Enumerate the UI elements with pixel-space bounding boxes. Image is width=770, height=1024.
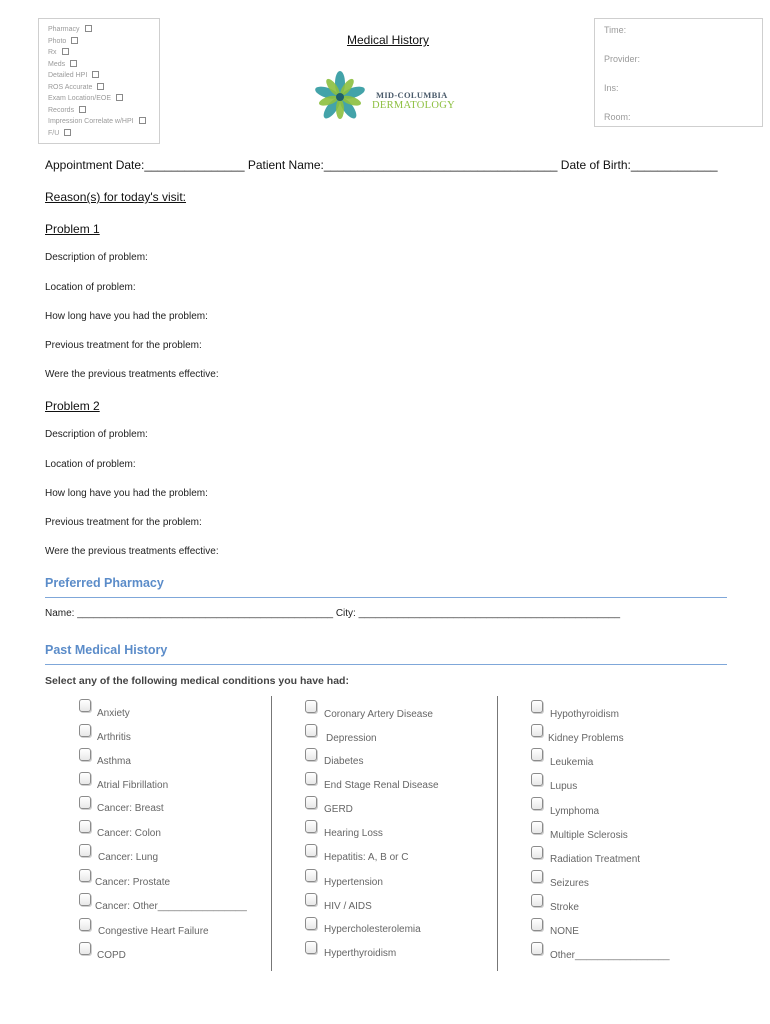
office-checklist-box [38,18,160,144]
logo-line1: MID-COLUMBIA [376,90,448,100]
conditions-instruction: Select any of the following medical conditions you have had: [45,675,349,687]
checkbox-lupus[interactable] [531,773,543,786]
condition-label: Multiple Sclerosis [550,830,628,841]
page-title: Medical History [346,33,430,47]
condition-label: NONE [550,926,579,937]
room-field[interactable]: Room: [604,112,631,122]
condition-label: Coronary Artery Disease [324,709,433,720]
checkbox-none[interactable] [531,918,543,931]
office-item: F/U [48,129,71,137]
condition-label: Seizures [550,878,589,889]
problem-1-title: Problem 1 [45,222,100,236]
condition-label: Hearing Loss [324,828,383,839]
checkbox-radiation-treatment[interactable] [531,846,543,859]
condition-label: Diabetes [324,756,364,767]
condition-label: Atrial Fibrillation [97,780,169,791]
checkbox-icon[interactable] [92,71,99,78]
problem-1-location[interactable]: Location of problem: [45,282,136,293]
checkbox-icon[interactable] [97,83,104,90]
condition-label: Radiation Treatment [550,854,641,865]
condition-label: Hypothyroidism [550,709,619,720]
section-divider [45,597,727,598]
problem-2-duration[interactable]: How long have you had the problem: [45,488,208,499]
checkbox-cancer-breast[interactable] [79,796,91,809]
office-item: Pharmacy [48,25,92,33]
checkbox-icon[interactable] [70,60,77,67]
checkbox-hypertension[interactable] [305,869,317,882]
checkbox-cancer-prostate[interactable] [79,869,91,882]
condition-label: Stroke [550,902,579,913]
condition-label: Anxiety [97,708,130,719]
checkbox-icon[interactable] [62,48,69,55]
condition-label: Cancer: Prostate [95,877,171,888]
checkbox-asthma[interactable] [79,748,91,761]
condition-label: Leukemia [550,757,594,768]
reason-heading: Reason(s) for today's visit: [45,190,187,204]
office-item: ROS Accurate [48,83,104,91]
column-divider [271,696,272,971]
time-field[interactable]: Time: [604,25,627,35]
condition-label[interactable]: Other_________________ [550,950,670,961]
checkbox-chf[interactable] [79,918,91,931]
checkbox-diabetes[interactable] [305,748,317,761]
problem-2-title: Problem 2 [45,399,100,413]
section-divider [45,664,727,665]
checkbox-esrd[interactable] [305,772,317,785]
condition-label: Lymphoma [550,806,600,817]
pharmacy-name-city-line[interactable]: Name: ______________________________________________ City: _______________________________________________ [45,608,621,619]
condition-label: Lupus [550,781,578,792]
checkbox-seizures[interactable] [531,870,543,883]
condition-label: Hepatitis: A, B or C [324,852,409,863]
checkbox-hepatitis[interactable] [305,844,317,857]
office-item: Rx [48,48,69,56]
checkbox-atrial-fibrillation[interactable] [79,772,91,785]
office-item: Detailed HPI [48,71,99,79]
condition-label: Arthritis [97,732,131,743]
insurance-field[interactable]: Ins: [604,83,619,93]
condition-label: Congestive Heart Failure [98,926,209,937]
checkbox-depression[interactable] [305,724,317,737]
checkbox-icon[interactable] [139,117,146,124]
checkbox-anxiety[interactable] [79,699,91,712]
checkbox-hypothyroidism[interactable] [531,700,543,713]
problem-2-previous-treatment[interactable]: Previous treatment for the problem: [45,517,202,528]
condition-label: HIV / AIDS [324,901,372,912]
condition-label: Depression [326,733,377,744]
office-item: Impression Correlate w/HPI [48,117,146,125]
checkbox-gerd[interactable] [305,796,317,809]
condition-label[interactable]: Cancer: Other________________ [95,901,247,912]
checkbox-kidney-problems[interactable] [531,724,543,737]
office-item: Meds [48,60,77,68]
checkbox-icon[interactable] [71,37,78,44]
checkbox-hiv-aids[interactable] [305,893,317,906]
checkbox-icon[interactable] [85,25,92,32]
office-item: Photo [48,37,78,45]
problem-1-previous-treatment[interactable]: Previous treatment for the problem: [45,340,202,351]
checkbox-hyperthyroidism[interactable] [305,941,317,954]
condition-label: COPD [97,950,126,961]
logo-line2: DERMATOLOGY [372,100,456,111]
checkbox-icon[interactable] [116,94,123,101]
clinic-logo [310,70,480,124]
office-item: Records [48,106,86,114]
condition-label: Cancer: Breast [97,803,164,814]
problem-2-location[interactable]: Location of problem: [45,459,136,470]
condition-label: Kidney Problems [548,733,624,744]
condition-label: Asthma [97,756,131,767]
checkbox-icon[interactable] [79,106,86,113]
provider-field[interactable]: Provider: [604,54,641,64]
problem-2-description[interactable]: Description of problem: [45,429,148,440]
checkbox-hearing-loss[interactable] [305,820,317,833]
checkbox-other[interactable] [531,942,543,955]
checkbox-cancer-other[interactable] [79,893,91,906]
checkbox-copd[interactable] [79,942,91,955]
checkbox-stroke[interactable] [531,894,543,907]
appointment-line[interactable]: Appointment Date:_______________ Patient Name:___________________________________ Date of Birth:_____________ [45,158,718,172]
condition-label: GERD [324,804,353,815]
problem-1-effective[interactable]: Were the previous treatments effective: [45,369,219,380]
checkbox-multiple-sclerosis[interactable] [531,821,543,834]
checkbox-lymphoma[interactable] [531,797,543,810]
admin-box [594,18,763,127]
condition-label: End Stage Renal Disease [324,780,439,791]
pharmacy-heading: Preferred Pharmacy [45,576,164,590]
column-divider [497,696,498,971]
condition-label: Hyperthyroidism [324,948,397,959]
past-medical-heading: Past Medical History [45,643,168,657]
checkbox-arthritis[interactable] [79,724,91,737]
problem-2-effective[interactable]: Were the previous treatments effective: [45,546,219,557]
checkbox-cancer-colon[interactable] [79,820,91,833]
condition-label: Hypertension [324,877,383,888]
problem-1-duration[interactable]: How long have you had the problem: [45,311,208,322]
office-item: Exam Location/EOE [48,94,123,102]
condition-label: Cancer: Lung [98,852,159,863]
checkbox-coronary-artery-disease[interactable] [305,700,317,713]
condition-label: Cancer: Colon [97,828,161,839]
flower-logo-icon [310,70,370,124]
checkbox-leukemia[interactable] [531,748,543,761]
checkbox-cancer-lung[interactable] [79,844,91,857]
checkbox-icon[interactable] [64,129,71,136]
problem-1-description[interactable]: Description of problem: [45,252,148,263]
condition-label: Hypercholesterolemia [324,924,421,935]
checkbox-hypercholesterolemia[interactable] [305,917,317,930]
